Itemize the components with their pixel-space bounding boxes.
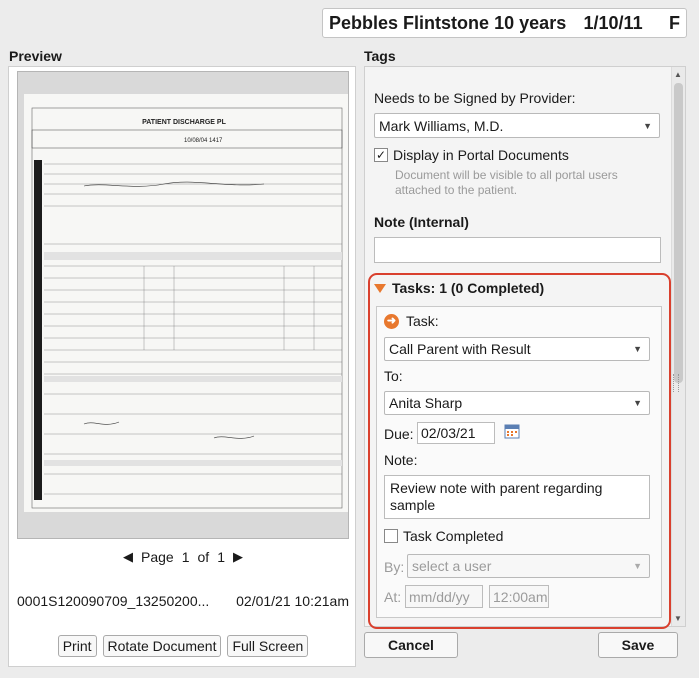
task-type-value: Call Parent with Result [389, 341, 531, 357]
page-label: Page [141, 549, 174, 565]
rotate-document-button[interactable]: Rotate Document [103, 635, 222, 657]
patient-sex: F [669, 12, 680, 33]
due-label: Due: [384, 426, 414, 442]
signed-by-select[interactable] [374, 113, 660, 138]
tags-scrollbar[interactable] [671, 67, 685, 626]
save-button[interactable]: Save [598, 632, 678, 658]
due-date-input[interactable]: 02/03/21 [417, 422, 495, 444]
chevron-down-icon: ▼ [633, 344, 642, 354]
scroll-down-icon[interactable]: ▼ [674, 614, 682, 623]
at-label: At: [384, 589, 402, 605]
completed-by-select[interactable] [407, 554, 650, 578]
chevron-down-icon: ▼ [633, 398, 642, 408]
document-info [17, 593, 349, 609]
preview-panel [8, 66, 356, 667]
assignee-value: Anita Sharp [389, 395, 463, 411]
document-preview[interactable] [17, 71, 349, 539]
chevron-down-icon: ▼ [633, 561, 642, 571]
page-of-label: of [197, 549, 210, 565]
completed-time-input[interactable]: 12:00am [489, 585, 549, 608]
svg-text:PATIENT DISCHARGE PL: PATIENT DISCHARGE PL [142, 119, 226, 126]
calendar-icon[interactable] [504, 423, 520, 439]
completed-by-placeholder: select a user [412, 558, 492, 574]
chevron-down-icon: ▼ [643, 120, 652, 131]
signed-by-value: Mark Williams, M.D. [379, 117, 504, 134]
full-screen-button[interactable]: Full Screen [227, 635, 308, 657]
scroll-thumb[interactable] [674, 83, 683, 383]
patient-dob: 1/10/11 [583, 12, 643, 33]
task-type-select[interactable] [384, 337, 650, 361]
task-completed-label: Task Completed [403, 528, 504, 544]
note-internal-input[interactable] [374, 237, 661, 263]
scroll-up-icon[interactable]: ▲ [674, 70, 682, 79]
svg-text:10/08/04 1417: 10/08/04 1417 [184, 138, 223, 144]
note-internal-label: Note (Internal) [374, 214, 469, 230]
collapse-triangle-icon [374, 284, 386, 293]
document-datetime: 02/01/21 10:21am [236, 593, 349, 609]
page-current: 1 [181, 549, 190, 565]
next-page-icon[interactable]: ▶ [232, 549, 243, 564]
document-filename: 0001S120090709_13250200... [17, 593, 210, 609]
task-title-row [384, 313, 439, 329]
task-completed-checkbox[interactable] [384, 529, 398, 543]
tasks-section-toggle[interactable] [374, 280, 544, 296]
portal-label: Display in Portal Documents [393, 147, 569, 163]
portal-checkbox[interactable]: ✓ [375, 148, 387, 162]
patient-name: Pebbles Flintstone [329, 12, 490, 33]
note-label: Note: [384, 452, 418, 468]
patient-header [322, 8, 687, 38]
page-navigator [9, 549, 357, 565]
tags-label: Tags [364, 48, 396, 64]
prev-page-icon[interactable]: ◀ [123, 549, 133, 564]
task-note-input[interactable]: Review note with parent regarding sample [384, 475, 650, 519]
cancel-button[interactable]: Cancel [364, 632, 458, 658]
tasks-header-label: Tasks: 1 (0 Completed) [392, 280, 545, 296]
assignee-select[interactable] [384, 391, 650, 415]
to-label: To: [384, 368, 403, 384]
completed-date-input[interactable]: mm/dd/yy [405, 585, 483, 608]
patient-age: 10 years [494, 12, 567, 33]
signed-by-label: Needs to be Signed by Provider: [374, 90, 576, 106]
by-label: By: [384, 559, 405, 575]
print-button[interactable]: Print [58, 635, 97, 657]
document-actions [9, 635, 357, 657]
document-image [24, 94, 349, 512]
resize-handle[interactable] [673, 374, 679, 392]
task-label: Task: [406, 313, 439, 329]
preview-label: Preview [9, 48, 62, 64]
arrow-right-circle-icon: ➜ [384, 314, 399, 329]
page-total: 1 [217, 549, 225, 565]
portal-hint: Document will be visible to all portal users attached to the patient. [395, 168, 618, 197]
